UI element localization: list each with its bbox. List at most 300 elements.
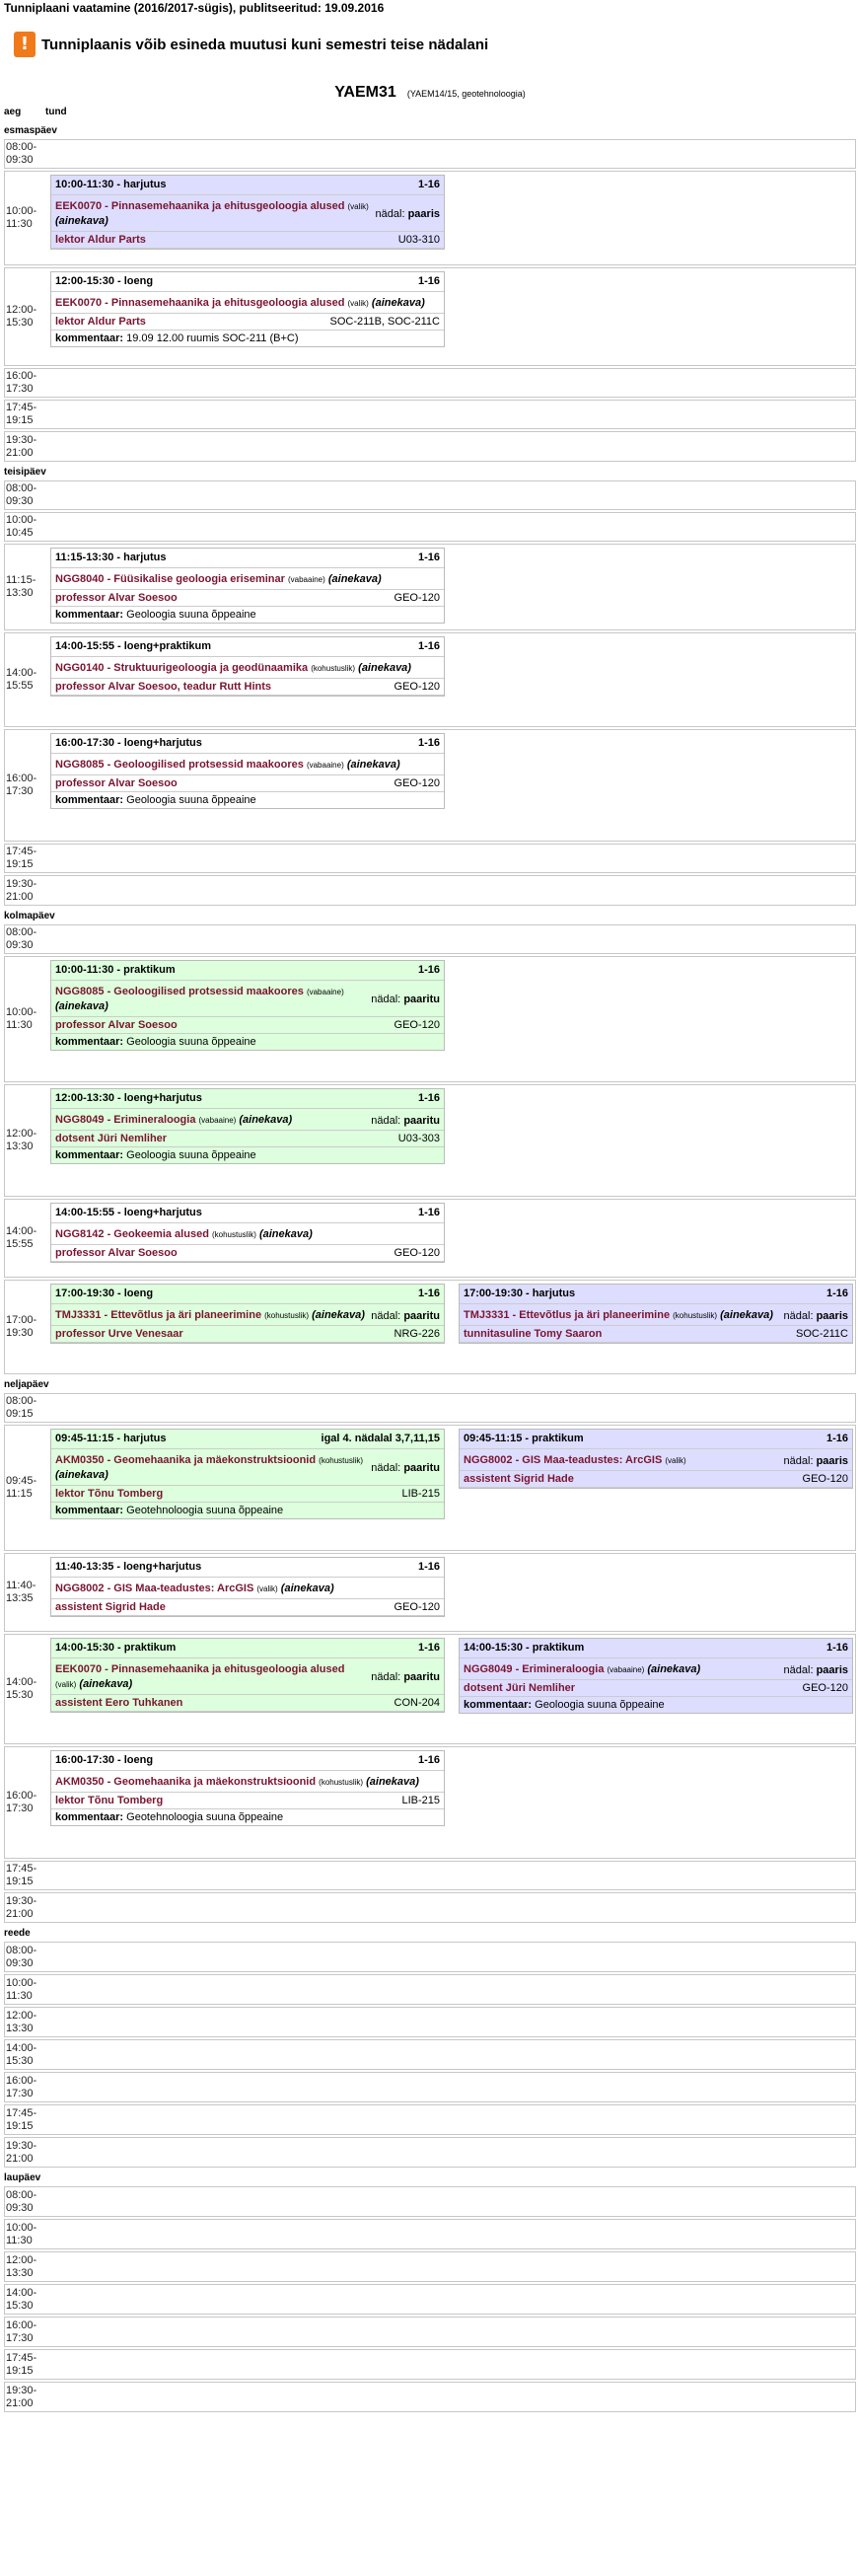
comment-label: kommentaar: — [55, 1036, 124, 1048]
week-parity — [778, 1310, 848, 1322]
teacher-link[interactable]: professor Alvar Soesoo — [55, 777, 178, 789]
time-slot-row — [4, 2072, 856, 2102]
slot-cells — [46, 925, 855, 953]
lesson-time-type: 09:45-11:15 - praktikum — [464, 1433, 584, 1444]
teacher-line — [51, 1326, 444, 1343]
course-title[interactable] — [464, 1308, 773, 1323]
lesson-header — [51, 1089, 444, 1109]
room-label: GEO-120 — [802, 1682, 848, 1694]
time-slot-row — [4, 956, 856, 1082]
slot-cells — [46, 1200, 855, 1277]
course-line — [51, 1578, 444, 1599]
slot-cells — [46, 845, 855, 872]
time-slot-row — [4, 1425, 856, 1551]
lesson-time-type: 10:00-11:30 - harjutus — [55, 179, 167, 190]
course-kind: (valik) — [347, 202, 369, 211]
teacher-link[interactable]: assistent Sigrid Hade — [464, 1473, 574, 1485]
comment-label: kommentaar: — [55, 794, 124, 806]
course-name-link[interactable]: AKM0350 - Geomehaanika ja mäekonstruktsioonid — [55, 1454, 317, 1466]
ainekava-link[interactable]: (ainekava) — [327, 573, 382, 585]
week-parity-value: paaris — [816, 1663, 848, 1676]
course-name-link[interactable]: NGG8002 - GIS Maa-teadustes: ArcGIS — [464, 1454, 663, 1466]
lesson-card[interactable] — [50, 733, 445, 809]
week-parity — [778, 1664, 848, 1676]
course-name-link[interactable]: NGG8085 - Geoloogilised protsessid maakoores — [55, 759, 304, 771]
time-slot-label: 08:00-09:30 — [6, 482, 37, 507]
course-line — [51, 1304, 444, 1326]
course-title[interactable] — [55, 1775, 419, 1790]
slot-cells — [46, 1635, 857, 1743]
week-parity-value: paaritu — [403, 1114, 440, 1127]
comment-text: Geotehnoloogia suuna õppeaine — [126, 1505, 284, 1516]
day-name: laupäev — [4, 2172, 41, 2183]
course-kind: (vabaaine) — [607, 1665, 645, 1674]
time-slot-row — [4, 2284, 856, 2315]
slot-cells — [46, 876, 855, 905]
course-line — [51, 1449, 444, 1486]
course-name-link[interactable]: NGG8142 - Geokeemia alused — [55, 1228, 209, 1240]
group-code: YAEM31 — [334, 84, 396, 101]
time-slot-row — [4, 512, 856, 542]
teacher-link[interactable]: professor Alvar Soesoo, teadur Rutt Hints — [55, 681, 272, 693]
time-slot-row — [4, 632, 856, 727]
day-name: neljapäev — [4, 1379, 49, 1390]
slot-cells — [46, 1426, 857, 1550]
time-slot-label: 12:00-15:30 — [6, 304, 37, 329]
slot-cells — [46, 633, 855, 726]
week-parity-label: nädal: — [371, 1671, 401, 1683]
lesson-card[interactable] — [50, 1638, 445, 1713]
lesson-card[interactable] — [50, 548, 445, 624]
course-name-link[interactable]: NGG0140 - Struktuurigeoloogia ja geodünaamika — [55, 662, 309, 674]
slot-cells — [46, 957, 855, 1081]
course-name-link[interactable]: EEK0070 - Pinnasemehaanika ja ehitusgeoloogia alused — [55, 297, 345, 309]
lesson-card[interactable] — [50, 1429, 445, 1519]
course-title[interactable] — [55, 1227, 313, 1242]
slot-cells — [46, 1975, 855, 2004]
time-slot-label: 10:00-11:30 — [6, 1006, 37, 1031]
room-label: U03-303 — [397, 1133, 440, 1144]
time-slot-row — [4, 544, 856, 630]
lesson-time-type: 17:00-19:30 - loeng — [55, 1288, 154, 1299]
course-line — [51, 195, 444, 232]
time-slot-label: 16:00-17:30 — [6, 2318, 37, 2344]
teacher-line — [51, 1245, 444, 1262]
ainekava-link[interactable]: (ainekava) — [358, 662, 411, 674]
course-line — [51, 292, 444, 314]
time-slot-row — [4, 1393, 856, 1423]
slot-cells — [46, 140, 855, 168]
teacher-line — [51, 1695, 444, 1712]
slot-cells — [46, 1943, 855, 1971]
ainekava-link[interactable]: (ainekava) — [79, 1678, 133, 1690]
ainekava-link[interactable]: (ainekava) — [371, 297, 425, 309]
time-slot-row — [4, 267, 856, 366]
teacher-link[interactable]: professor Alvar Soesoo — [55, 1019, 178, 1031]
course-title[interactable] — [55, 296, 425, 311]
lesson-weeks: 1-16 — [417, 552, 440, 563]
slot-cells — [46, 2008, 855, 2036]
ainekava-link[interactable]: (ainekava) — [258, 1228, 313, 1240]
week-parity-value: paaritu — [403, 1671, 440, 1683]
lesson-card[interactable] — [50, 1557, 445, 1617]
course-title[interactable] — [55, 1113, 292, 1128]
teacher-link[interactable]: assistent Eero Tuhkanen — [55, 1697, 183, 1709]
time-slot-row — [4, 1553, 856, 1632]
ainekava-link[interactable]: (ainekava) — [312, 1309, 365, 1321]
ainekava-link[interactable]: (ainekava) — [239, 1114, 293, 1126]
slot-cells — [46, 1085, 855, 1196]
course-kind: (kohustuslik) — [319, 1456, 364, 1465]
teacher-line — [460, 1471, 852, 1488]
lesson-weeks: 1-16 — [417, 964, 440, 976]
ainekava-link[interactable]: (ainekava) — [366, 1776, 419, 1788]
slot-cells — [46, 2285, 855, 2314]
course-title[interactable] — [55, 1453, 365, 1483]
time-slot-row — [4, 1861, 856, 1890]
slot-cells — [46, 432, 855, 461]
course-line — [51, 657, 444, 679]
room-label: LIB-215 — [401, 1795, 440, 1806]
week-parity — [365, 1115, 440, 1127]
course-title[interactable] — [55, 199, 370, 229]
time-slot-row — [4, 2007, 856, 2037]
group-subtitle: (YAEM14/15, geotehnoloogia) — [406, 89, 526, 99]
course-name-link[interactable]: TMJ3331 - Ettevõtlus ja äri planeerimine — [464, 1309, 671, 1321]
lesson-weeks: 1-16 — [417, 1288, 440, 1299]
course-name-link[interactable]: NGG8040 - Füüsikalise geoloogia eriseminar — [55, 573, 285, 585]
week-parity — [778, 1455, 848, 1467]
course-title[interactable] — [55, 1662, 365, 1692]
exclamation-icon: ! — [14, 32, 36, 57]
lesson-header — [51, 1639, 444, 1658]
room-label: GEO-120 — [394, 1247, 440, 1259]
course-name-link[interactable]: EEK0070 - Pinnasemehaanika ja ehitusgeoloogia alused — [55, 1663, 345, 1675]
time-slot-row — [4, 480, 856, 510]
lesson-header — [51, 961, 444, 981]
course-kind: (kohustuslik) — [211, 1230, 256, 1239]
time-slot-label: 19:30-21:00 — [6, 2384, 37, 2409]
time-slot-label: 08:00-09:30 — [6, 926, 37, 951]
time-slot-label: 17:00-19:30 — [6, 1314, 37, 1339]
teacher-link[interactable]: lektor Aldur Parts — [55, 234, 146, 246]
lesson-card[interactable] — [459, 1429, 853, 1489]
lesson-header — [460, 1285, 852, 1304]
teacher-link[interactable]: tunnitasuline Tomy Saaron — [464, 1328, 603, 1340]
time-slot-row — [4, 1634, 856, 1744]
lesson-weeks: 1-16 — [825, 1288, 848, 1299]
lesson-weeks: 1-16 — [417, 737, 440, 749]
teacher-link[interactable]: professor Alvar Soesoo — [55, 592, 178, 604]
slot-cells — [46, 545, 855, 629]
comment-text: Geoloogia suuna õppeaine — [126, 1149, 256, 1161]
course-line — [51, 1223, 444, 1245]
lesson-card[interactable] — [50, 1284, 445, 1344]
slot-cells — [46, 1893, 855, 1922]
comment-label: kommentaar: — [55, 332, 124, 344]
slot-cells — [46, 2187, 855, 2216]
lesson-weeks: 1-16 — [417, 640, 440, 652]
time-slot-label: 08:00-09:30 — [6, 141, 37, 166]
time-slot-label: 17:45-19:15 — [6, 846, 37, 870]
lesson-header — [51, 1558, 444, 1578]
time-slot-label: 09:45-11:15 — [6, 1475, 37, 1500]
time-slot-label: 16:00-17:30 — [6, 2074, 37, 2099]
course-title[interactable] — [464, 1662, 700, 1677]
lesson-comment — [51, 792, 444, 808]
lesson-header — [51, 549, 444, 568]
course-name-link[interactable]: NGG8002 - GIS Maa-teadustes: ArcGIS — [55, 1582, 254, 1594]
course-line — [51, 1771, 444, 1793]
lesson-header — [51, 637, 444, 657]
lesson-card[interactable] — [50, 636, 445, 697]
lesson-card[interactable] — [50, 1088, 445, 1164]
time-slot-label: 14:00-15:30 — [6, 1676, 37, 1701]
ainekava-link[interactable]: (ainekava) — [55, 215, 108, 227]
teacher-link[interactable]: professor Alvar Soesoo — [55, 1247, 178, 1259]
room-label: SOC-211B, SOC-211C — [329, 316, 440, 328]
group-header — [4, 83, 856, 103]
course-title[interactable] — [55, 985, 365, 1014]
slot-cells — [46, 1747, 855, 1858]
room-label: GEO-120 — [394, 1601, 440, 1613]
teacher-line — [51, 232, 444, 249]
column-headers — [4, 103, 856, 122]
room-label: GEO-120 — [394, 681, 440, 693]
slot-cells — [46, 172, 855, 264]
lesson-time-type: 12:00-15:30 - loeng — [55, 275, 154, 287]
lesson-card[interactable] — [50, 271, 445, 347]
course-line — [51, 568, 444, 590]
ainekava-link[interactable]: (ainekava) — [55, 1469, 108, 1481]
time-slot-row — [4, 1084, 856, 1197]
column-header-tund: tund — [45, 107, 67, 117]
lesson-weeks: 1-16 — [417, 1754, 440, 1766]
room-label: U03-310 — [397, 234, 440, 246]
time-slot-row — [4, 729, 856, 842]
teacher-link[interactable]: professor Urve Venesaar — [55, 1328, 183, 1340]
time-slot-label: 16:00-17:30 — [6, 773, 37, 797]
time-slot-row — [4, 1746, 856, 1859]
time-slot-row — [4, 1942, 856, 1972]
course-kind: (vabaaine) — [306, 988, 344, 996]
time-slot-label: 10:00-11:30 — [6, 205, 37, 230]
lesson-time-type: 16:00-17:30 - loeng — [55, 1754, 154, 1766]
time-slot-label: 16:00-17:30 — [6, 370, 37, 395]
lesson-header — [51, 734, 444, 754]
course-name-link[interactable]: NGG8085 - Geoloogilised protsessid maakoores — [55, 986, 304, 997]
slot-cells — [46, 730, 855, 841]
course-name-link[interactable]: NGG8049 - Erimineraloogia — [464, 1663, 605, 1675]
room-label: SOC-211C — [796, 1328, 848, 1340]
week-parity-value: paaris — [816, 1309, 848, 1322]
course-name-link[interactable]: NGG8049 - Erimineraloogia — [55, 1114, 196, 1126]
teacher-link[interactable]: assistent Sigrid Hade — [55, 1601, 166, 1613]
time-slot-label: 08:00-09:30 — [6, 2188, 37, 2214]
lesson-comment — [51, 607, 444, 623]
course-title[interactable] — [55, 758, 400, 773]
course-line — [51, 1658, 444, 1695]
warning-text: Tunniplaanis võib esineda muutusi kuni semestri teise nädalani — [41, 36, 489, 53]
ainekava-link[interactable]: (ainekava) — [647, 1663, 701, 1675]
week-parity-label: nädal: — [783, 1454, 814, 1467]
time-slot-label: 17:45-19:15 — [6, 2351, 37, 2377]
time-slot-label: 17:45-19:15 — [6, 1863, 37, 1887]
slot-cells — [46, 2138, 855, 2167]
course-kind: (kohustuslik) — [264, 1311, 310, 1320]
lesson-header — [51, 1285, 444, 1304]
teacher-line — [51, 1131, 444, 1147]
slot-cells — [46, 2073, 855, 2101]
time-slot-row — [4, 875, 856, 906]
slot-cells — [46, 2105, 855, 2134]
course-kind: (valik) — [665, 1456, 686, 1465]
lesson-card[interactable] — [459, 1638, 853, 1714]
week-parity-label: nädal: — [371, 1309, 401, 1322]
time-slot-row — [4, 1280, 856, 1374]
column-header-aeg: aeg — [4, 107, 22, 117]
comment-text: Geoloogia suuna õppeaine — [535, 1699, 665, 1711]
time-slot-row — [4, 2251, 856, 2282]
lesson-weeks: 1-16 — [417, 179, 440, 190]
comment-text: Geotehnoloogia suuna õppeaine — [126, 1811, 284, 1823]
comment-label: kommentaar: — [55, 1149, 124, 1161]
lesson-header — [51, 1430, 444, 1449]
lesson-weeks: 1-16 — [825, 1642, 848, 1654]
room-label: LIB-215 — [401, 1488, 440, 1500]
week-parity-label: nädal: — [783, 1663, 814, 1676]
course-title[interactable] — [55, 661, 411, 676]
week-parity — [370, 208, 440, 220]
time-slot-label: 14:00-15:55 — [6, 1225, 37, 1250]
time-slot-label: 17:45-19:15 — [6, 402, 37, 426]
week-parity-value: paaris — [407, 208, 440, 220]
course-name-link[interactable]: AKM0350 - Geomehaanika ja mäekonstruktsioonid — [55, 1776, 317, 1788]
course-kind: (vabaaine) — [287, 575, 325, 584]
time-slot-row — [4, 1974, 856, 2005]
course-line — [51, 1109, 444, 1131]
comment-text: 19.09 12.00 ruumis SOC-211 (B+C) — [126, 332, 299, 344]
teacher-link[interactable]: lektor Tõnu Tomberg — [55, 1488, 164, 1500]
lesson-card[interactable] — [50, 175, 445, 250]
day-name: esmaspäev — [4, 125, 57, 136]
time-slot-row — [4, 2039, 856, 2070]
ainekava-link[interactable]: (ainekava) — [280, 1582, 334, 1594]
room-label: GEO-120 — [802, 1473, 848, 1485]
week-parity-label: nädal: — [783, 1309, 814, 1322]
day-name: kolmapäev — [4, 911, 55, 921]
lesson-time-type: 11:15-13:30 - harjutus — [55, 552, 167, 563]
lesson-time-type: 14:00-15:30 - praktikum — [464, 1642, 585, 1654]
course-line — [460, 1658, 852, 1680]
course-line — [51, 981, 444, 1017]
ainekava-link[interactable]: (ainekava) — [720, 1309, 773, 1321]
week-parity — [365, 994, 440, 1005]
time-slot-label: 10:00-11:30 — [6, 1976, 37, 2002]
slot-cells — [46, 2318, 855, 2346]
lesson-card[interactable] — [459, 1284, 853, 1344]
lesson-header — [51, 176, 444, 195]
slot-cells — [46, 369, 855, 397]
time-slot-label: 19:30-21:00 — [6, 2139, 37, 2165]
room-label: GEO-120 — [394, 777, 440, 789]
room-label: CON-204 — [394, 1697, 440, 1709]
slot-cells — [46, 2220, 855, 2248]
time-slot-label: 08:00-09:30 — [6, 1944, 37, 1969]
lesson-time-type: 11:40-13:35 - loeng+harjutus — [55, 1561, 202, 1573]
week-parity-value: paaris — [816, 1454, 848, 1467]
teacher-line — [51, 1017, 444, 1034]
course-kind: (valik) — [256, 1584, 278, 1593]
lesson-time-type: 14:00-15:55 - loeng+praktikum — [55, 640, 212, 652]
time-slot-label: 14:00-15:30 — [6, 2041, 37, 2067]
teacher-link[interactable]: dotsent Jüri Nemliher — [464, 1682, 576, 1694]
lesson-header — [460, 1430, 852, 1449]
lesson-card[interactable] — [50, 1203, 445, 1263]
slot-cells — [46, 513, 855, 541]
comment-text: Geoloogia suuna õppeaine — [126, 609, 256, 621]
teacher-line — [51, 775, 444, 792]
lesson-header — [460, 1639, 852, 1658]
course-title[interactable] — [55, 1582, 334, 1596]
slot-cells — [46, 1394, 855, 1422]
time-slot-row — [4, 2186, 856, 2217]
ainekava-link[interactable]: (ainekava) — [346, 759, 400, 771]
time-slot-row — [4, 1199, 856, 1278]
time-slot-row — [4, 2137, 856, 2168]
time-slot-row — [4, 2317, 856, 2347]
course-title[interactable] — [464, 1453, 686, 1468]
teacher-link[interactable]: dotsent Jüri Nemliher — [55, 1133, 168, 1144]
day-name: reede — [4, 1928, 31, 1939]
ainekava-link[interactable]: (ainekava) — [55, 1000, 108, 1012]
teacher-line — [51, 1793, 444, 1809]
course-title[interactable] — [55, 572, 382, 587]
lesson-card[interactable] — [50, 1750, 445, 1826]
teacher-link[interactable]: lektor Aldur Parts — [55, 316, 146, 328]
time-slot-label: 12:00-13:30 — [6, 2009, 37, 2034]
time-slot-label: 19:30-21:00 — [6, 1894, 37, 1920]
course-name-link[interactable]: TMJ3331 - Ettevõtlus ja äri planeerimine — [55, 1309, 262, 1321]
room-label: GEO-120 — [394, 1019, 440, 1031]
course-title[interactable] — [55, 1308, 365, 1323]
teacher-line — [51, 679, 444, 696]
time-slot-label: 08:00-09:15 — [6, 1395, 37, 1420]
course-kind: (kohustuslik) — [311, 664, 356, 673]
comment-label: kommentaar: — [55, 609, 124, 621]
course-kind: (kohustuslik) — [319, 1778, 364, 1787]
warning-banner — [4, 30, 856, 59]
week-parity-label: nädal: — [375, 208, 405, 220]
lesson-card[interactable] — [50, 960, 445, 1051]
slot-cells — [46, 2040, 855, 2069]
course-line — [51, 754, 444, 775]
time-slot-row — [4, 2104, 856, 2135]
lesson-comment — [51, 1147, 444, 1163]
course-kind: (vabaaine) — [306, 761, 344, 770]
course-name-link[interactable]: EEK0070 - Pinnasemehaanika ja ehitusgeoloogia alused — [55, 200, 345, 212]
time-slot-row — [4, 924, 856, 954]
week-parity — [365, 1462, 440, 1474]
page-title: Tunniplaani vaatamine (2016/2017-sügis), publitseeritud: 19.09.2016 — [4, 1, 385, 15]
lesson-time-type: 17:00-19:30 - harjutus — [464, 1288, 576, 1299]
lesson-time-type: 10:00-11:30 - praktikum — [55, 964, 176, 976]
week-parity — [365, 1310, 440, 1322]
lesson-weeks: 1-16 — [825, 1433, 848, 1444]
lesson-comment — [460, 1697, 852, 1713]
comment-text: Geoloogia suuna õppeaine — [126, 794, 256, 806]
teacher-link[interactable]: lektor Tõnu Tomberg — [55, 1795, 164, 1806]
